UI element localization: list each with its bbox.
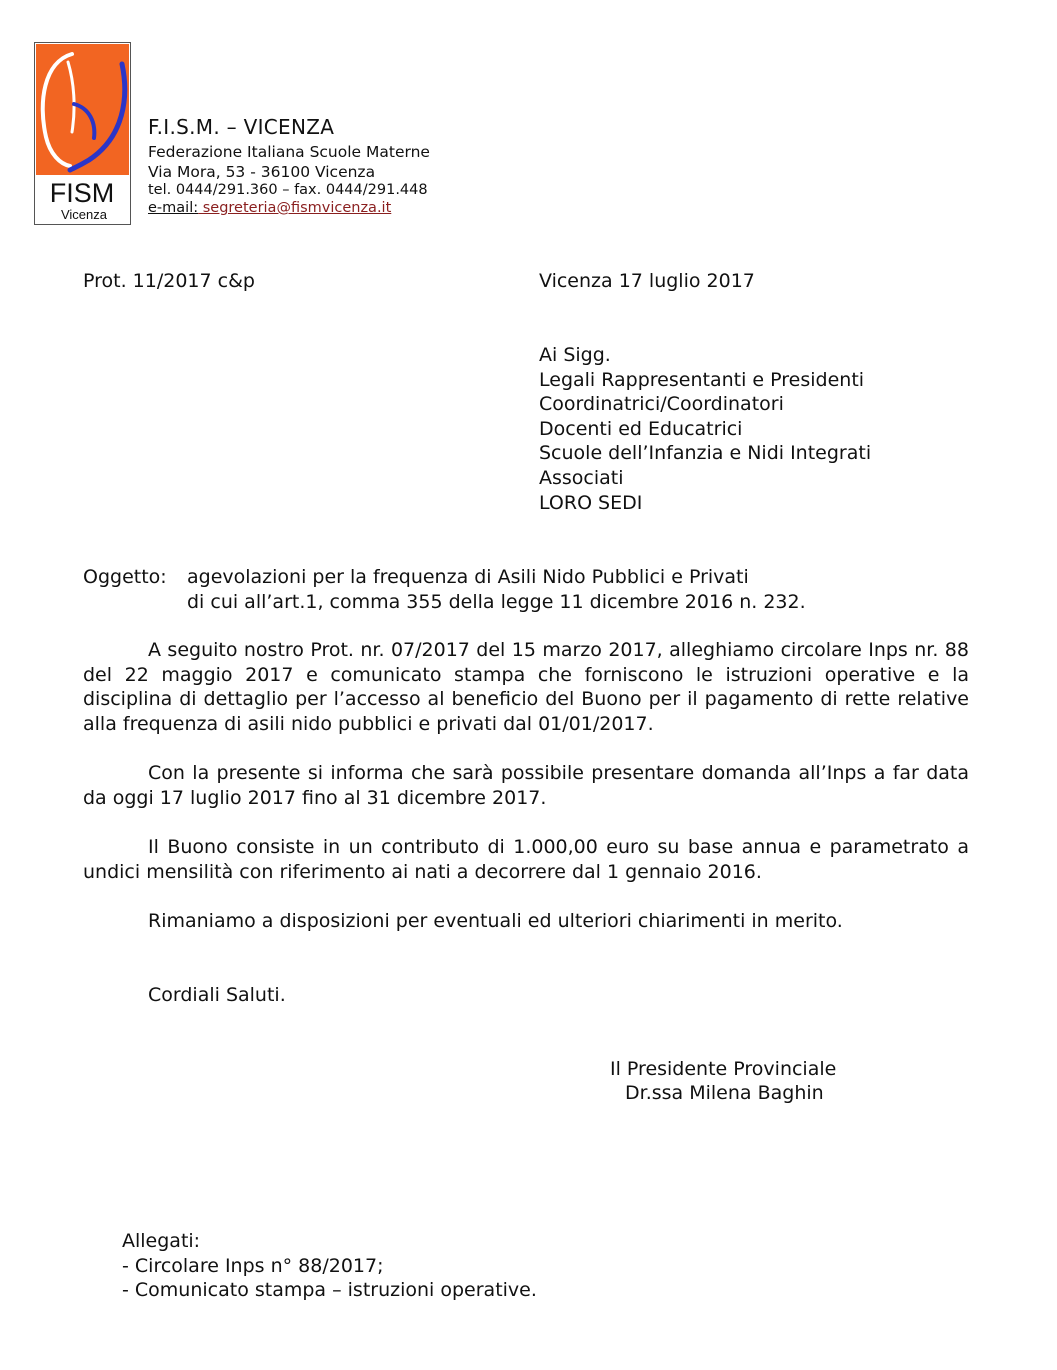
subject-line-2: di cui all’art.1, comma 355 della legge 11 dicembre 2016 n. 232. — [187, 591, 806, 613]
recipient-line: Ai Sigg. — [539, 344, 611, 366]
org-title: F.I.S.M. – VICENZA — [148, 115, 335, 139]
body-paragraph-4: Rimaniamo a disposizioni per eventuali ed ulteriori chiarimenti in merito. — [148, 910, 843, 932]
signature-name: Dr.ssa Milena Baghin — [625, 1082, 824, 1104]
org-phone-fax: tel. 0444/291.360 – fax. 0444/291.448 — [148, 182, 428, 198]
attachments-label: Allegati: — [122, 1230, 201, 1252]
place-date: Vicenza 17 luglio 2017 — [539, 270, 755, 292]
org-address: Via Mora, 53 - 36100 Vicenza — [148, 163, 376, 181]
recipient-line: Docenti ed Educatrici — [539, 417, 743, 440]
recipient-line: Coordinatrici/Coordinatori — [539, 393, 784, 416]
fism-logo-icon — [34, 42, 131, 225]
body-paragraph-2: Con la presente si informa che sarà possibile presentare domanda all’Inps a far data da oggi 17 luglio 2017 fino al 31 dicembre 2017. — [83, 762, 969, 809]
attachment-item: - Circolare Inps n° 88/2017; — [122, 1255, 384, 1277]
email-label: e-mail: — [148, 200, 199, 216]
protocol-number: Prot. 11/2017 c&p — [83, 270, 255, 292]
subject-line-1: agevolazioni per la frequenza di Asili Nido Pubblici e Privati — [187, 566, 749, 588]
fism-logo — [34, 42, 131, 225]
body-paragraph-3: Il Buono consiste in un contributo di 1.000,00 euro su base annua e parametrato a undici mensilità con riferimento ai nati a decorrere dal 1 gennaio 2016. — [83, 836, 969, 883]
org-email — [148, 200, 391, 216]
recipient-line: Legali Rappresentanti e Presidenti — [539, 368, 865, 391]
closing-greeting: Cordiali Saluti. — [148, 984, 286, 1006]
recipients-block — [539, 343, 871, 515]
recipient-line: LORO SEDI — [539, 491, 643, 514]
recipient-line: Scuole dell’Infanzia e Nidi Integrati — [539, 442, 872, 465]
signature-role: Il Presidente Provinciale — [610, 1058, 837, 1080]
attachment-item: - Comunicato stampa – istruzioni operative. — [122, 1279, 537, 1301]
svg-text:Vicenza: Vicenza — [60, 207, 108, 222]
email-link[interactable]: segreteria@fismvicenza.it — [198, 200, 392, 216]
subject-label: Oggetto: — [83, 566, 167, 588]
recipient-line: Associati — [539, 466, 624, 489]
org-full-name: Federazione Italiana Scuole Materne — [148, 143, 430, 161]
body-paragraph-1: A seguito nostro Prot. nr. 07/2017 del 15 marzo 2017, alleghiamo circolare Inps nr. 88 del 22 maggio 2017 e comunicato stampa che forniscono le istruzioni operative e la disciplina di dettaglio per l’accesso al beneficio del Buono per il pagamento di rette relative alla frequenza di asili nido pubblici e privati dal 01/01/2017. — [83, 639, 969, 735]
svg-text:FISM: FISM — [49, 178, 115, 208]
